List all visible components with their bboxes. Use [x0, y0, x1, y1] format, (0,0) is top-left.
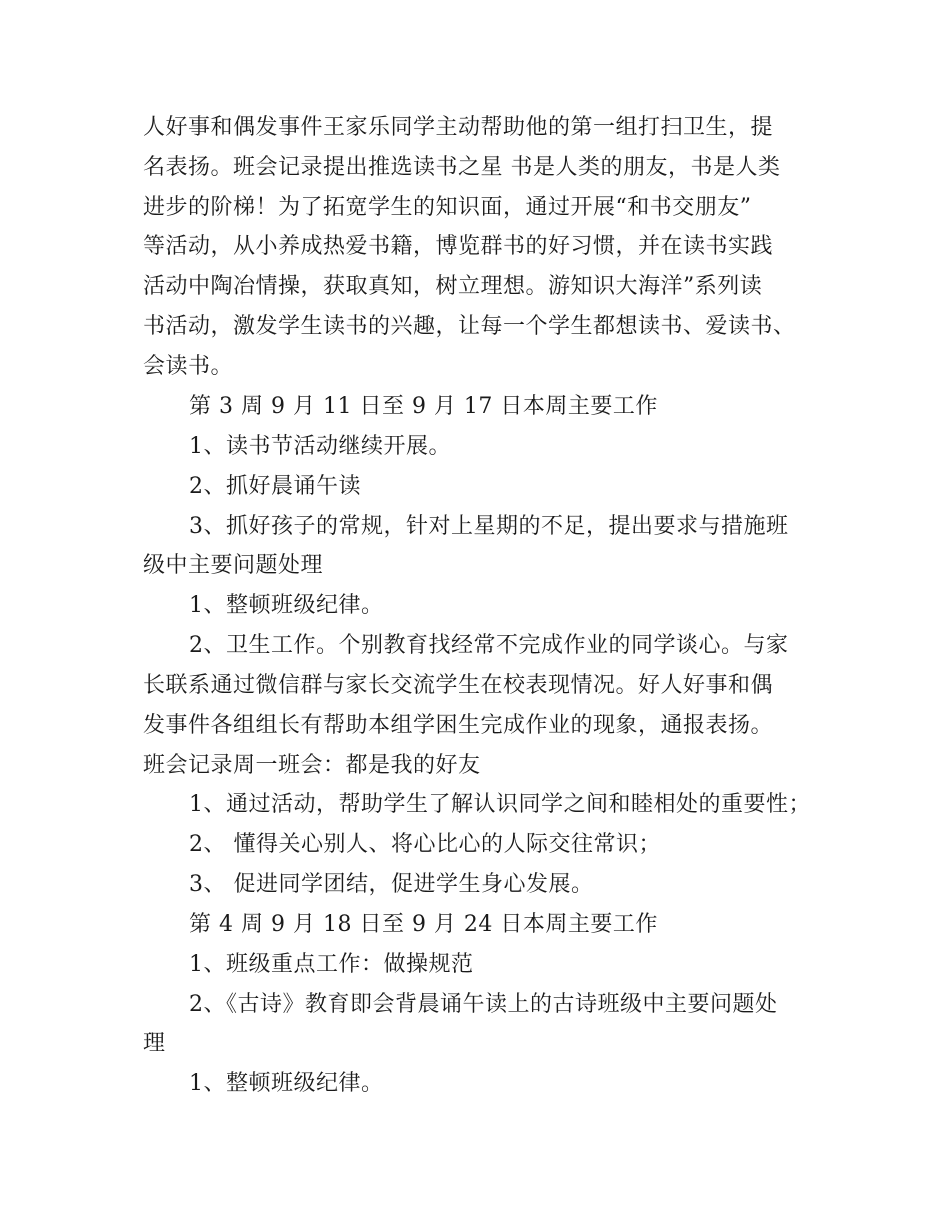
text-line: 班会记录周一班会：都是我的好友 [143, 753, 481, 778]
text-line: 1、整顿班级纪律。 [189, 1071, 384, 1096]
text-line: 长联系通过微信群与家长交流学生在校表现情况。好人好事和偶 [143, 673, 774, 698]
text-line: 会读书。 [143, 354, 234, 379]
text-line: 进步的阶梯！为了拓宽学生的知识面，通过开展“和书交朋友” [143, 195, 752, 220]
text-line: 级中主要问题处理 [143, 553, 324, 578]
text-line: 2、《古诗》教育即会背晨诵午读上的古诗班级中主要问题处 [189, 992, 778, 1017]
text-line: 等活动，从小养成热爱书籍，博览群书的好习惯，并在读书实践 [143, 234, 774, 259]
text-line: 名表扬。班会记录提出推选读书之星 书是人类的朋友，书是人类 [143, 155, 781, 180]
text-line: 第 3 周 9 月 11 日至 9 月 17 日本周主要工作 [189, 394, 658, 419]
text-line: 3、抓好孩子的常规，针对上星期的不足，提出要求与措施班 [189, 514, 789, 539]
text-line: 理 [143, 1031, 166, 1056]
text-line: 1、通过活动，帮助学生了解认识同学之间和睦相处的重要性； [189, 792, 811, 817]
text-line: 3、 促进同学团结，促进学生身心发展。 [189, 872, 594, 897]
text-line: 1、整顿班级纪律。 [189, 593, 384, 618]
text-line: 1、读书节活动继续开展。 [189, 434, 451, 459]
text-line: 发事件各组组长有帮助本组学困生完成作业的现象，通报表扬。 [143, 713, 774, 738]
text-line: 2、卫生工作。个别教育找经常不完成作业的同学谈心。与家 [189, 633, 789, 658]
text-line: 2、 懂得关心别人、将心比心的人际交往常识； [189, 832, 661, 857]
text-line: 书活动，激发学生读书的兴趣，让每一个学生都想读书、爱读书、 [143, 314, 796, 339]
text-line: 2、抓好晨诵午读 [189, 474, 361, 499]
text-line: 人好事和偶发事件王家乐同学主动帮助他的第一组打扫卫生，提 [143, 115, 774, 140]
text-line: 1、班级重点工作：做操规范 [189, 952, 474, 977]
text-line: 第 4 周 9 月 18 日至 9 月 24 日本周主要工作 [189, 912, 658, 937]
text-line: 活动中陶冶情操，获取真知，树立理想。游知识大海洋”系列读 [143, 274, 763, 299]
